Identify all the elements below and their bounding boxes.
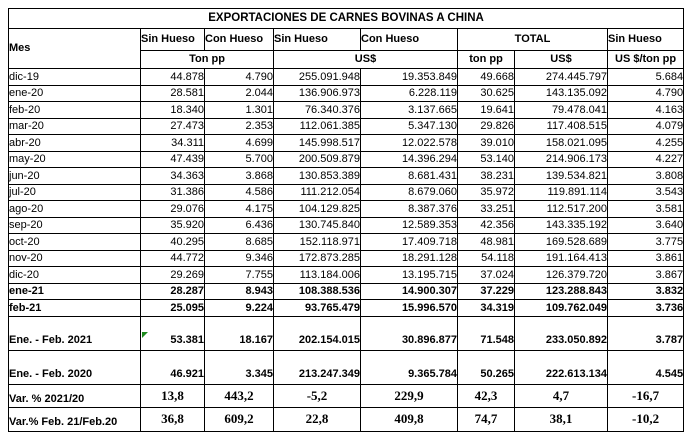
row-label: nov-20 xyxy=(9,250,141,267)
value-cell: 5.700 xyxy=(205,151,274,168)
row-label: Var. % 2021/20 xyxy=(9,384,141,408)
value-cell: 200.509.879 xyxy=(274,151,361,168)
row-label: Ene. - Feb. 2021 xyxy=(9,316,141,350)
value-cell: 109.762.049 xyxy=(515,300,608,317)
value-cell: 46.921 xyxy=(141,350,205,384)
table-row xyxy=(9,408,684,432)
value-cell: 274.445.797 xyxy=(515,69,608,86)
row-label: may-20 xyxy=(9,151,141,168)
value-cell: 5.684 xyxy=(608,69,684,86)
value-cell: 14.396.294 xyxy=(361,151,458,168)
table-row xyxy=(9,217,684,234)
value-cell: 112.061.385 xyxy=(274,118,361,135)
value-cell: 71.548 xyxy=(458,316,515,350)
subheader-total-usd: US$ xyxy=(515,51,608,69)
value-cell: 4.790 xyxy=(608,85,684,102)
row-label: oct-20 xyxy=(9,234,141,251)
value-cell: 6.436 xyxy=(205,217,274,234)
value-cell: 76.340.376 xyxy=(274,102,361,119)
value-cell: 8.685 xyxy=(205,234,274,251)
value-cell: 18.291.128 xyxy=(361,250,458,267)
value-cell: 9.224 xyxy=(205,300,274,317)
value-cell: 3.832 xyxy=(608,283,684,300)
value-cell: 4.227 xyxy=(608,151,684,168)
value-cell: -10,2 xyxy=(608,408,684,432)
table-row xyxy=(9,184,684,201)
value-cell: 3.543 xyxy=(608,184,684,201)
table-row xyxy=(9,85,684,102)
row-label: ene-21 xyxy=(9,283,141,300)
value-cell: 143.335.192 xyxy=(515,217,608,234)
value-cell: 3.581 xyxy=(608,201,684,218)
table-row xyxy=(9,69,684,86)
value-cell: 255.091.948 xyxy=(274,69,361,86)
row-label: dic-20 xyxy=(9,267,141,284)
value-cell: 112.517.200 xyxy=(515,201,608,218)
value-cell: 19.353.849 xyxy=(361,69,458,86)
col-header-sin-hueso-ton: Sin Hueso xyxy=(141,29,205,51)
table-row xyxy=(9,267,684,284)
value-cell: 8.387.376 xyxy=(361,201,458,218)
row-label: Var.% Feb. 21/Feb.20 xyxy=(9,408,141,432)
table-row xyxy=(9,250,684,267)
value-cell: 8.681.431 xyxy=(361,168,458,185)
value-cell: 22,8 xyxy=(274,408,361,432)
value-cell: 4.255 xyxy=(608,135,684,152)
row-label: Ene. - Feb. 2020 xyxy=(9,350,141,384)
value-cell: 4.699 xyxy=(205,135,274,152)
value-cell: 42.356 xyxy=(458,217,515,234)
row-label: ene-20 xyxy=(9,85,141,102)
value-cell: 143.135.092 xyxy=(515,85,608,102)
value-cell: 229,9 xyxy=(361,384,458,408)
row-label: ago-20 xyxy=(9,201,141,218)
value-cell: 18.167 xyxy=(205,316,274,350)
value-cell: 18.340 xyxy=(141,102,205,119)
col-header-sin-hueso-price: Sin Hueso xyxy=(608,29,684,51)
table-row xyxy=(9,350,684,384)
value-cell: 38,1 xyxy=(515,408,608,432)
value-cell: 25.095 xyxy=(141,300,205,317)
col-header-mes: Mes xyxy=(9,29,141,69)
value-cell: 152.118.971 xyxy=(274,234,361,251)
value-cell: 409,8 xyxy=(361,408,458,432)
value-cell: 6.228.119 xyxy=(361,85,458,102)
value-cell: 27.473 xyxy=(141,118,205,135)
value-cell: 12.589.353 xyxy=(361,217,458,234)
value-cell: 3.867 xyxy=(608,267,684,284)
value-cell: 53.140 xyxy=(458,151,515,168)
value-cell: 30.896.877 xyxy=(361,316,458,350)
value-cell: 28.581 xyxy=(141,85,205,102)
value-cell: 40.295 xyxy=(141,234,205,251)
table-row xyxy=(9,102,684,119)
table-row xyxy=(9,168,684,185)
value-cell: 9.365.784 xyxy=(361,350,458,384)
value-cell: 191.164.413 xyxy=(515,250,608,267)
subheader-usd: US$ xyxy=(274,51,458,69)
row-label: sep-20 xyxy=(9,217,141,234)
value-cell: 34.319 xyxy=(458,300,515,317)
value-cell: 48.981 xyxy=(458,234,515,251)
subheader-ton-pp: Ton pp xyxy=(141,51,274,69)
value-cell: 15.996.570 xyxy=(361,300,458,317)
value-cell: 233.050.892 xyxy=(515,316,608,350)
value-cell: 31.386 xyxy=(141,184,205,201)
value-cell: 34.311 xyxy=(141,135,205,152)
col-header-sin-hueso-usd: Sin Hueso xyxy=(274,29,361,51)
value-cell: 38.231 xyxy=(458,168,515,185)
value-cell: 3.345 xyxy=(205,350,274,384)
value-cell: 17.409.718 xyxy=(361,234,458,251)
value-cell: 37.229 xyxy=(458,283,515,300)
value-cell: 443,2 xyxy=(205,384,274,408)
value-cell: 4.079 xyxy=(608,118,684,135)
value-cell: 117.408.515 xyxy=(515,118,608,135)
value-cell: 49.668 xyxy=(458,69,515,86)
table-row xyxy=(9,201,684,218)
value-cell: 19.641 xyxy=(458,102,515,119)
table-row xyxy=(9,234,684,251)
value-cell: 54.118 xyxy=(458,250,515,267)
value-cell: -16,7 xyxy=(608,384,684,408)
value-cell: 130.745.840 xyxy=(274,217,361,234)
value-cell: 28.287 xyxy=(141,283,205,300)
row-label: feb-20 xyxy=(9,102,141,119)
value-cell: 123.288.843 xyxy=(515,283,608,300)
value-cell: 136.906.973 xyxy=(274,85,361,102)
value-cell: 36,8 xyxy=(141,408,205,432)
value-cell: 3.137.665 xyxy=(361,102,458,119)
table-row xyxy=(9,316,684,350)
value-cell: 4.175 xyxy=(205,201,274,218)
value-cell: 2.044 xyxy=(205,85,274,102)
value-cell: 139.534.821 xyxy=(515,168,608,185)
row-label: jul-20 xyxy=(9,184,141,201)
value-cell: 4.163 xyxy=(608,102,684,119)
value-cell: 35.920 xyxy=(141,217,205,234)
value-cell: 113.184.006 xyxy=(274,267,361,284)
col-header-total: TOTAL xyxy=(458,29,608,51)
value-cell: 222.613.134 xyxy=(515,350,608,384)
value-cell: 4.790 xyxy=(205,69,274,86)
table-row xyxy=(9,118,684,135)
value-cell: 104.129.825 xyxy=(274,201,361,218)
table-row xyxy=(9,135,684,152)
exports-table xyxy=(8,8,684,432)
value-cell: 169.528.689 xyxy=(515,234,608,251)
value-cell: 47.439 xyxy=(141,151,205,168)
value-cell: 609,2 xyxy=(205,408,274,432)
row-label: abr-20 xyxy=(9,135,141,152)
value-cell: -5,2 xyxy=(274,384,361,408)
value-cell: 3.861 xyxy=(608,250,684,267)
value-cell: 213.247.349 xyxy=(274,350,361,384)
value-cell: 130.853.389 xyxy=(274,168,361,185)
value-cell: 42,3 xyxy=(458,384,515,408)
table-row xyxy=(9,300,684,317)
value-cell: 39.010 xyxy=(458,135,515,152)
value-cell: 8.943 xyxy=(205,283,274,300)
value-cell: 44.772 xyxy=(141,250,205,267)
value-cell: 119.891.114 xyxy=(515,184,608,201)
value-cell: 74,7 xyxy=(458,408,515,432)
value-cell: 1.301 xyxy=(205,102,274,119)
value-cell: 9.346 xyxy=(205,250,274,267)
table-row xyxy=(9,151,684,168)
value-cell: 111.212.054 xyxy=(274,184,361,201)
subheader-usd-per-ton: US $/ton pp xyxy=(608,51,684,69)
value-cell: 12.022.578 xyxy=(361,135,458,152)
value-cell: 158.021.095 xyxy=(515,135,608,152)
value-cell: 30.625 xyxy=(458,85,515,102)
value-cell: 34.363 xyxy=(141,168,205,185)
value-cell: 29.826 xyxy=(458,118,515,135)
value-cell: 79.478.041 xyxy=(515,102,608,119)
value-cell: 2.353 xyxy=(205,118,274,135)
value-cell: 35.972 xyxy=(458,184,515,201)
value-cell: 13,8 xyxy=(141,384,205,408)
value-cell: 3.868 xyxy=(205,168,274,185)
subheader-total-ton-pp: ton pp xyxy=(458,51,515,69)
value-cell: 108.388.536 xyxy=(274,283,361,300)
value-cell: 5.347.130 xyxy=(361,118,458,135)
value-cell: 3.640 xyxy=(608,217,684,234)
value-cell: 202.154.015 xyxy=(274,316,361,350)
value-cell: 53.381 xyxy=(141,316,205,350)
table-row xyxy=(9,283,684,300)
value-cell: 7.755 xyxy=(205,267,274,284)
row-label: jun-20 xyxy=(9,168,141,185)
value-cell: 93.765.479 xyxy=(274,300,361,317)
value-cell: 4,7 xyxy=(515,384,608,408)
value-cell: 126.379.720 xyxy=(515,267,608,284)
row-label: mar-20 xyxy=(9,118,141,135)
value-cell: 33.251 xyxy=(458,201,515,218)
value-cell: 8.679.060 xyxy=(361,184,458,201)
value-cell: 4.586 xyxy=(205,184,274,201)
row-label: feb-21 xyxy=(9,300,141,317)
col-header-con-hueso-usd: Con Hueso xyxy=(361,29,458,51)
value-cell: 3.736 xyxy=(608,300,684,317)
value-cell: 172.873.285 xyxy=(274,250,361,267)
value-cell: 4.545 xyxy=(608,350,684,384)
value-cell: 13.195.715 xyxy=(361,267,458,284)
value-cell: 145.998.517 xyxy=(274,135,361,152)
value-cell: 14.900.307 xyxy=(361,283,458,300)
value-cell: 37.024 xyxy=(458,267,515,284)
value-cell: 214.906.173 xyxy=(515,151,608,168)
table-title: EXPORTACIONES DE CARNES BOVINAS A CHINA xyxy=(9,9,684,29)
value-cell: 29.269 xyxy=(141,267,205,284)
value-cell: 3.808 xyxy=(608,168,684,185)
col-header-con-hueso-ton: Con Hueso xyxy=(205,29,274,51)
value-cell: 29.076 xyxy=(141,201,205,218)
value-cell: 44.878 xyxy=(141,69,205,86)
value-cell: 3.775 xyxy=(608,234,684,251)
value-cell: 3.787 xyxy=(608,316,684,350)
value-cell: 50.265 xyxy=(458,350,515,384)
row-label: dic-19 xyxy=(9,69,141,86)
table-row xyxy=(9,384,684,408)
